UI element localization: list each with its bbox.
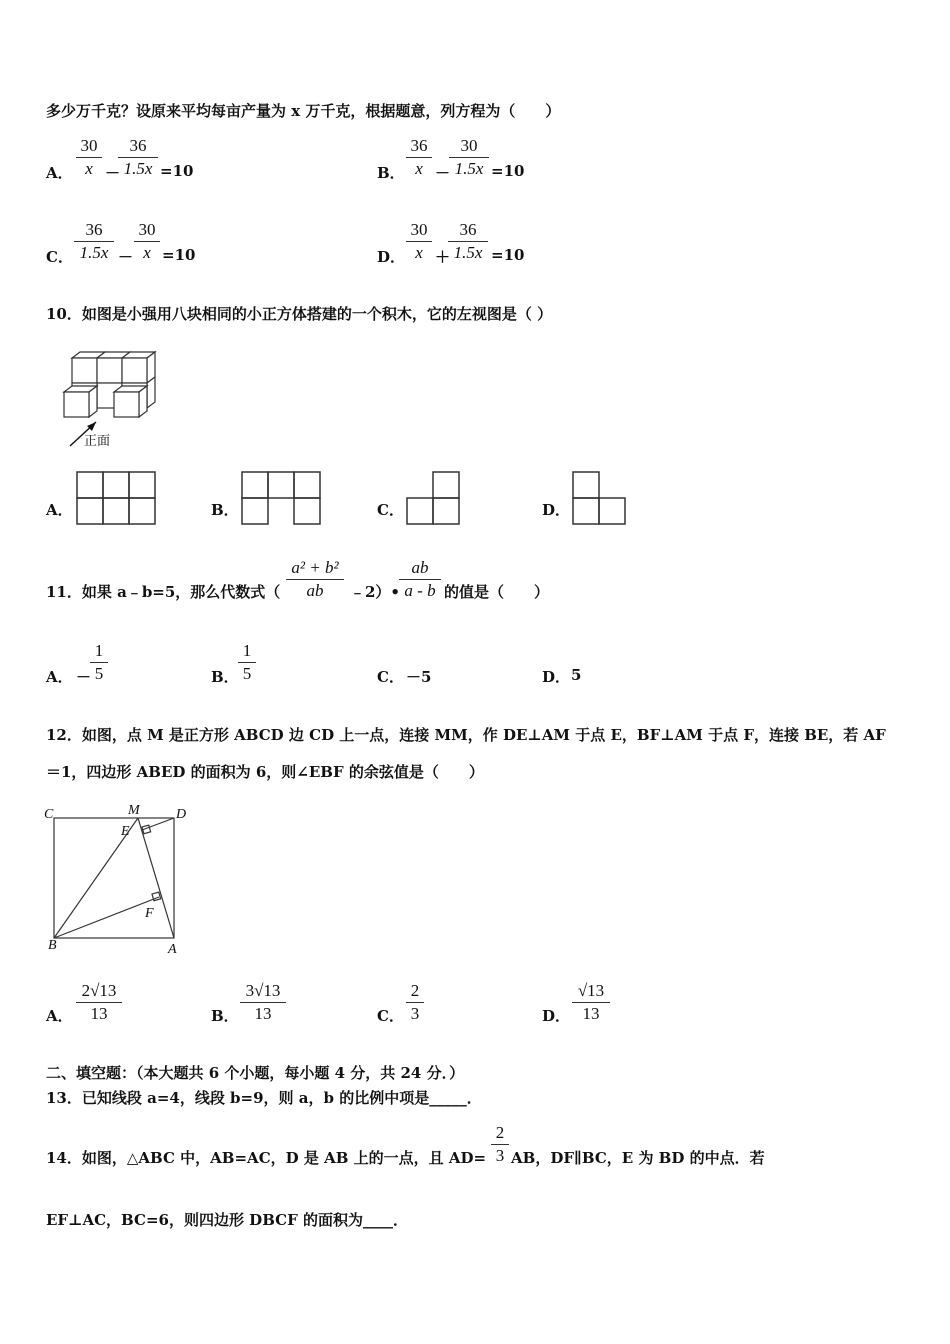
q10-front-label: 正面: [84, 434, 111, 449]
q9-d-frac1: $\frac{30}{x}$: [406, 219, 432, 264]
label-e: E: [121, 824, 130, 839]
q9-d-frac2: $\frac{36}{1.5x}$: [448, 219, 488, 264]
q9-c-frac2: $\frac{30}{x}$: [134, 219, 160, 264]
q11-option-c-value: －5: [406, 668, 432, 686]
q14-line2: EF⊥AC，BC=6，则四边形 DBCF 的面积为____．: [46, 1211, 408, 1229]
q10-option-c-view: [406, 471, 462, 525]
section2-title: 二、填空题：（本大题共 6 个小题，每小题 4 分，共 24 分．）: [46, 1064, 465, 1082]
q9-a-operator: －: [105, 164, 121, 182]
q9-c-rhs: =10: [162, 246, 196, 264]
q12-option-d-frac: $\frac{√13}{13}$: [572, 980, 610, 1025]
q9-option-b-label: B．: [377, 164, 405, 182]
q12-option-b-label: B．: [211, 1007, 239, 1025]
q9-c-frac1: $\frac{36}{1.5x}$: [74, 219, 114, 264]
q9-a-frac2: $\frac{36}{1.5x}$: [118, 135, 158, 180]
label-d: D: [176, 807, 187, 822]
q12-option-a-label: A．: [46, 1007, 73, 1025]
q11-frac1: $\frac{\text{a² + b²}}{ab}$: [286, 557, 344, 602]
label-f: F: [145, 906, 154, 921]
q11-suffix: 的值是（ ）: [444, 583, 550, 601]
q12-line1: 12．如图，点 M 是正方形 ABCD 边 CD 上一点，连接 MM，作 DE⊥AM 于点 E，BF⊥AM 于点 F，连接 BE，若 AF: [46, 726, 886, 744]
label-c: C: [44, 807, 54, 822]
q11-prefix: 11．如果 a﹣b=5，那么代数式（: [46, 583, 281, 601]
q11-option-d-label: D．: [542, 668, 571, 686]
q10-option-c-label: C．: [377, 501, 404, 519]
q10-block-figure: [52, 350, 172, 450]
q11-option-b-frac: $\frac{1}{5}$: [238, 640, 256, 685]
q9-option-d-label: D．: [377, 248, 406, 266]
q11-middle: ﹣2）•: [350, 583, 401, 601]
q11-option-b-label: B．: [211, 668, 239, 686]
q10-option-b-label: B．: [211, 501, 239, 519]
q11-option-a-sign: －: [76, 668, 92, 686]
q10-stem: 10．如图是小强用八块相同的小正方体搭建的一个积木，它的左视图是（ ）: [46, 305, 553, 323]
label-b: B: [48, 938, 57, 953]
q9-a-frac1: $\frac{30}{x}$: [76, 135, 102, 180]
q9-b-frac2: $\frac{30}{1.5x}$: [449, 135, 489, 180]
q9-c-operator: －: [118, 248, 134, 266]
q12-option-a-frac: $\frac{2√13}{13}$: [76, 980, 122, 1025]
q11-option-c-label: C．: [377, 668, 404, 686]
q11-option-a-label: A．: [46, 668, 73, 686]
q10-option-b-view: [241, 471, 321, 525]
q9-b-operator: －: [435, 164, 451, 182]
q10-option-a-view: [76, 471, 156, 525]
q9-a-rhs: =10: [160, 162, 194, 180]
q9-option-c-label: C．: [46, 248, 73, 266]
q12-option-c-frac: $\frac{2}{3}$: [406, 980, 424, 1025]
q11-option-a-frac: $\frac{1}{5}$: [90, 640, 108, 685]
label-a: A: [168, 942, 177, 957]
q9-b-frac1: $\frac{36}{x}$: [406, 135, 432, 180]
q12-option-b-frac: $\frac{3√13}{13}$: [240, 980, 286, 1025]
q11-frac2: $\frac{ab}{a - b}$: [399, 557, 441, 602]
q12-option-c-label: C．: [377, 1007, 404, 1025]
q10-option-d-view: [572, 471, 628, 525]
q9-stem: 多少万千克？设原来平均每亩产量为 x 万千克，根据题意，列方程为（ ）: [46, 102, 561, 120]
q12-square-figure: [44, 803, 194, 957]
q13-text: 13．已知线段 a=4，线段 b=9，则 a，b 的比例中项是_____．: [46, 1089, 482, 1107]
q11-option-d-value: 5: [571, 666, 582, 684]
q14-prefix: 14．如图，△ABC 中，AB=AC，D 是 AB 上的一点，且 AD=: [46, 1149, 487, 1167]
q10-option-d-label: D．: [542, 501, 571, 519]
q14-frac: $\frac{2}{3}$: [491, 1122, 509, 1167]
q9-d-rhs: =10: [491, 246, 525, 264]
q9-d-operator: ＋: [435, 248, 451, 266]
q12-option-d-label: D．: [542, 1007, 571, 1025]
q10-option-a-label: A．: [46, 501, 73, 519]
q9-b-rhs: =10: [491, 162, 525, 180]
q9-option-a-label: A．: [46, 164, 73, 182]
q14-suffix: AB，DF∥BC，E 为 BD 的中点．若: [511, 1149, 765, 1167]
label-m: M: [128, 803, 140, 818]
q12-line2: ＝1，四边形 ABED 的面积为 6，则∠EBF 的余弦值是（ ）: [46, 763, 484, 781]
